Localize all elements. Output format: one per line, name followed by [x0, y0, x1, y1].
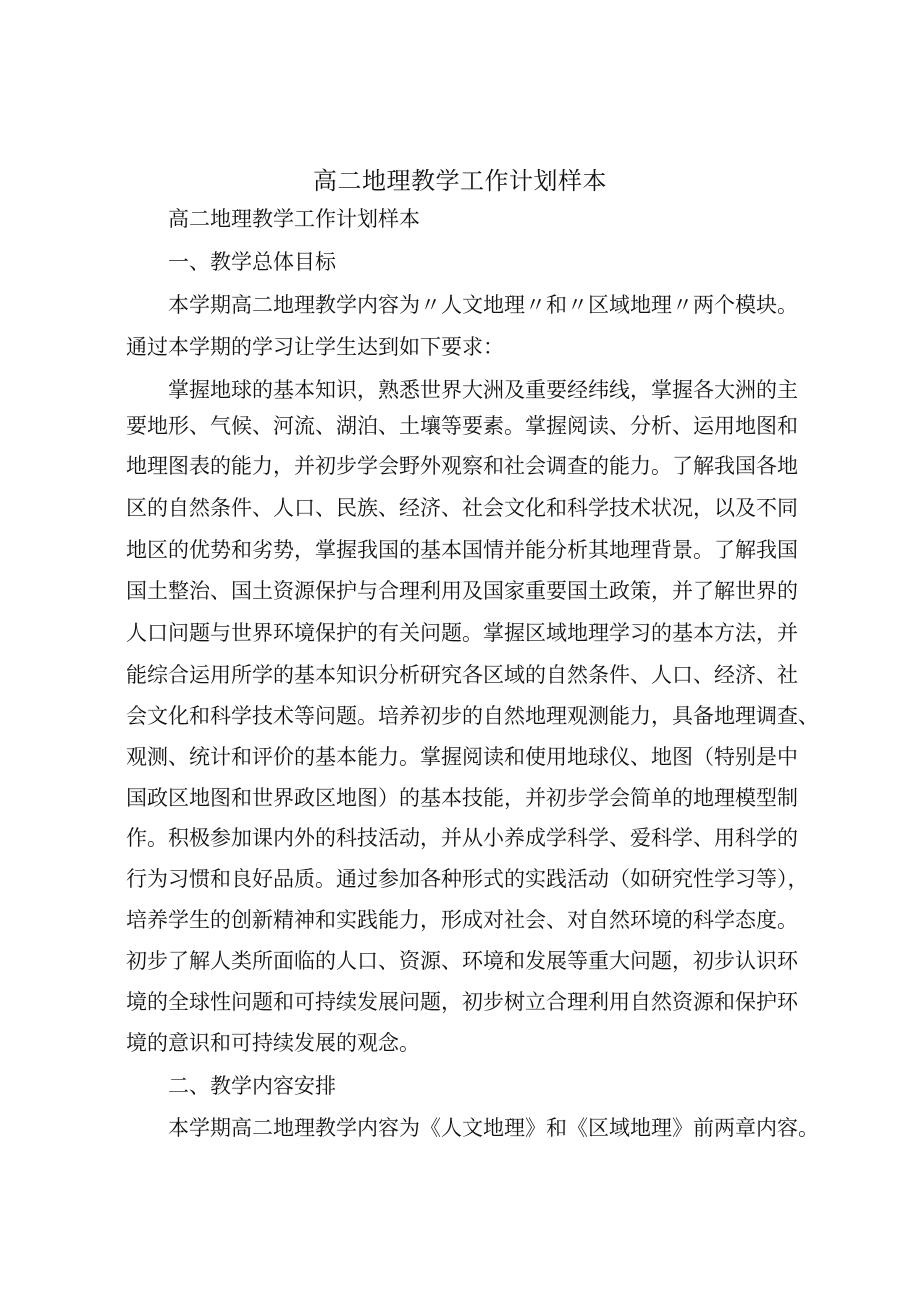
paragraph-line: 国政区地图和世界政区地图）的基本技能，并初步学会简单的地理模型制 — [126, 786, 798, 810]
paragraph-line: 行为习惯和良好品质。通过参加各种形式的实践活动（如研究性学习等）， — [126, 867, 809, 891]
paragraph-line: 通过本学期的学习让学生达到如下要求： — [126, 335, 504, 359]
paragraph-line: 能综合运用所学的基本知识分析研究各区域的自然条件、人口、经济、社 — [126, 663, 798, 687]
paragraph-line: 作。积极参加课内外的科技活动，并从小养成学科学、爱科学、用科学的 — [126, 826, 798, 850]
paragraph-line: 培养学生的创新精神和实践能力，形成对社会、对自然环境的科学态度。 — [126, 908, 798, 932]
document-subtitle: 高二地理教学工作计划样本 — [168, 207, 420, 231]
paragraph-line: 本学期高二地理教学内容为《人文地理》和《区域地理》前两章内容。 — [168, 1116, 819, 1140]
paragraph-line: 地理图表的能力，并初步学会野外观察和社会调查的能力。了解我国各地 — [126, 454, 798, 478]
paragraph-line: 观测、统计和评价的基本能力。掌握阅读和使用地球仪、地图（特别是中 — [126, 745, 798, 769]
paragraph-line: 境的意识和可持续发展的观念。 — [126, 1031, 420, 1055]
paragraph-line: 人口问题与世界环境保护的有关问题。掌握区域地理学习的基本方法，并 — [126, 621, 798, 645]
paragraph-line: 本学期高二地理教学内容为〃人文地理〃和〃区域地理〃两个模块。 — [168, 293, 798, 317]
section-heading-goals: 一、教学总体目标 — [168, 250, 336, 274]
paragraph-line: 初步了解人类所面临的人口、资源、环境和发展等重大问题，初步认识环 — [126, 949, 798, 973]
paragraph-line: 掌握地球的基本知识，熟悉世界大洲及重要经纬线，掌握各大洲的主 — [168, 378, 798, 402]
paragraph-line: 要地形、气候、河流、湖泊、土壤等要素。掌握阅读、分析、运用地图和 — [126, 414, 798, 438]
paragraph-line: 会文化和科学技术等问题。培养初步的自然地理观测能力，具备地理调查、 — [126, 704, 819, 728]
paragraph-line: 区的自然条件、人口、民族、经济、社会文化和科学技术状况，以及不同 — [126, 496, 798, 520]
paragraph-line: 国土整治、国土资源保护与合理利用及国家重要国土政策，并了解世界的 — [126, 579, 798, 603]
section-heading-content: 二、教学内容安排 — [168, 1074, 336, 1098]
document-title: 高二地理教学工作计划样本 — [313, 167, 607, 195]
paragraph-line: 境的全球性问题和可持续发展问题，初步树立合理利用自然资源和保护环 — [126, 990, 798, 1014]
paragraph-line: 地区的优势和劣势，掌握我国的基本国情并能分析其地理背景。了解我国 — [126, 538, 798, 562]
